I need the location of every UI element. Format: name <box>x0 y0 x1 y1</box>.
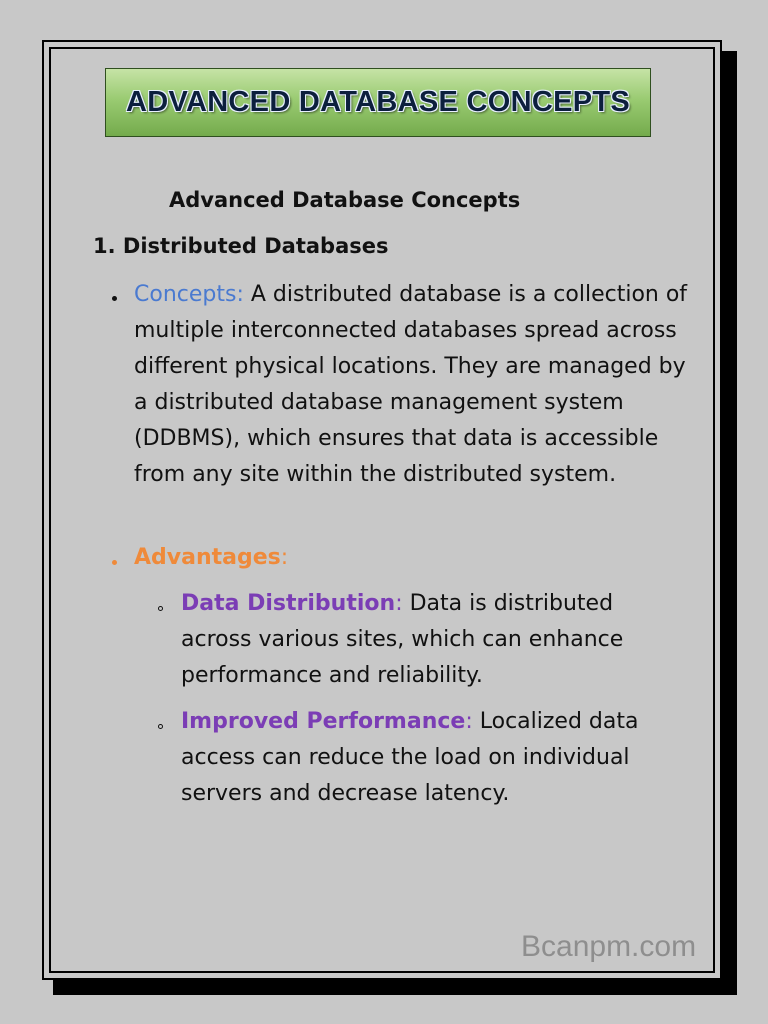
document-heading: Advanced Database Concepts <box>169 188 521 212</box>
advantage-item-data-distribution <box>181 586 681 694</box>
page-frame-inner <box>49 47 715 973</box>
advantage-item-text: Localized data access can reduce the load on individual servers and decrease latency. <box>181 709 639 806</box>
advantages-colon: : <box>280 545 289 570</box>
concepts-text: A distributed database is a collection of multiple interconnected databases spread across different physical locations. They are managed by a distributed database management system (DDBMS), which ensures that data is accessible from any site within the distributed system. <box>134 282 688 487</box>
page-title: ADVANCED DATABASE CONCEPTS <box>125 86 631 118</box>
advantage-item-label: Improved Performance <box>181 709 466 734</box>
concepts-label: Concepts <box>134 282 237 307</box>
section-heading: 1. Distributed Databases <box>93 234 389 258</box>
advantage-item-text: Data is distributed across various sites, which can enhance performance and reliability. <box>181 591 624 688</box>
advantage-item-improved-performance <box>181 704 681 812</box>
advantages-label: Advantages <box>134 545 281 570</box>
advantage-item-label: Data Distribution <box>181 591 396 616</box>
sub-bullet-icon <box>158 724 163 729</box>
advantage-item-colon: : <box>465 709 473 734</box>
advantage-item-colon: : <box>395 591 403 616</box>
bullet-icon <box>112 296 117 301</box>
bullet-icon <box>112 560 117 565</box>
concepts-colon: : <box>236 282 244 307</box>
watermark: Bcanpm.com <box>521 930 697 963</box>
advantages-heading <box>134 540 694 576</box>
concepts-paragraph <box>134 277 694 493</box>
sub-bullet-icon <box>158 606 163 611</box>
title-banner <box>105 68 651 137</box>
